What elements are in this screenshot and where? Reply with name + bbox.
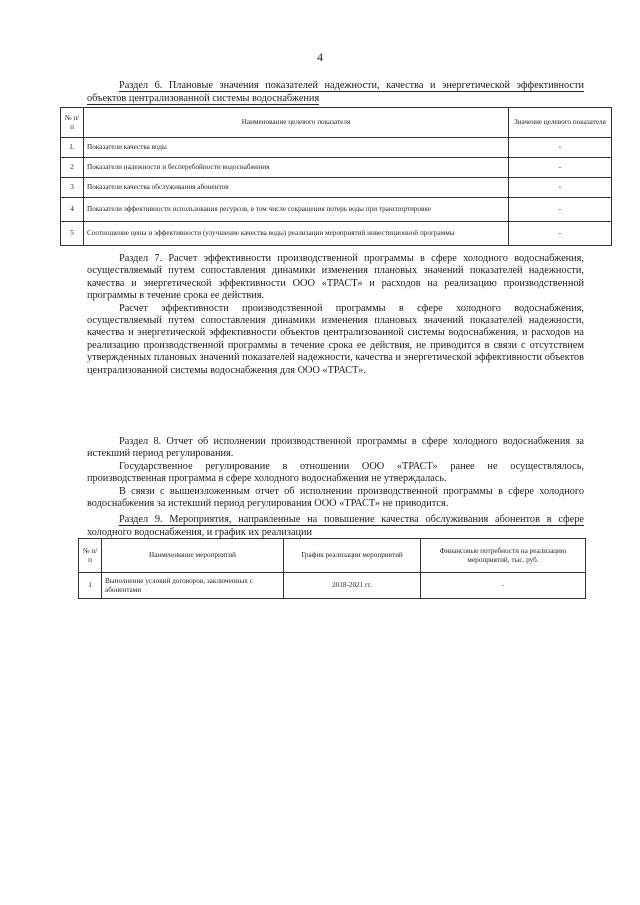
section8-paragraph-2: Государственное регулирование в отношении ООО «ТРАСТ» ранее не осуществлялось, производственная программа в сфере холодного водоснабжения не утверждалась. [87, 460, 584, 485]
row-finance: - [421, 573, 586, 599]
header-num: № п/п [61, 108, 84, 138]
table-row [79, 573, 586, 599]
header-schedule: График реализации мероприятий [284, 539, 421, 573]
section6-table [60, 107, 612, 246]
row-num: 2 [61, 158, 84, 178]
row-num: 3 [61, 178, 84, 198]
table-row [61, 222, 612, 246]
row-name: Соотношение цены и эффективности (улучшение качества воды) реализации мероприятий инвестиционной программы [84, 222, 509, 246]
table-row [61, 158, 612, 178]
row-schedule: 2018-2021 гг. [284, 573, 421, 599]
section7-text [87, 253, 584, 377]
table-header-row [61, 108, 612, 138]
row-name: Показатели качества обслуживания абонентов [84, 178, 509, 198]
row-name: Показатели надежности и бесперебойности водоснабжения [84, 158, 509, 178]
header-value: Значение целевого показателя [509, 108, 612, 138]
row-value: - [509, 158, 612, 178]
row-name: Показатели качества воды [84, 138, 509, 158]
row-value: - [509, 138, 612, 158]
header-name: Наименование целевого показателя [84, 108, 509, 138]
header-num: № п/п [79, 539, 102, 573]
section9-heading: Раздел 9. Мероприятия, направленные на повышение качества обслуживания абонентов в сфере холодного водоснабжения, и график их реализации [87, 514, 584, 538]
row-num: 5 [61, 222, 84, 246]
row-num: 1 [79, 573, 102, 599]
row-name: Выполнение условий договоров, заключенных с абонентами [102, 573, 284, 599]
table-header-row [79, 539, 586, 573]
section8-paragraph-1: Раздел 8. Отчет об исполнении производственной программы в сфере холодного водоснабжения за истекший период регулирования. [87, 436, 584, 460]
row-name: Показатели эффективности использования ресурсов, в том числе сокращения потерь воды при транспортировке [84, 198, 509, 222]
section9-table [78, 538, 586, 599]
row-num: 4 [61, 198, 84, 222]
table-row [61, 178, 612, 198]
row-num: 1. [61, 138, 84, 158]
section6-heading: Раздел 6. Плановые значения показателей надежности, качества и энергетической эффективности объектов централизованной системы водоснабжения [87, 80, 584, 104]
page-number: 4 [317, 50, 323, 64]
row-value: - [509, 178, 612, 198]
section7-paragraph-1: Раздел 7. Расчет эффективности производственной программы в сфере холодного водоснабжения, осуществляемый путем сопоставления динамики изменения плановых значений показателей надежности, качества и энергетической эффективности ООО «ТРАСТ» и расходов на реализацию производственной программы в течение срока ее действия. [87, 253, 584, 302]
table-row [61, 138, 612, 158]
section8-paragraph-3: В связи с вышеизложенным отчет об исполнении производственной программы в сфере холодного водоснабжения за истекший период регулирования ООО «ТРАСТ» не приводится. [87, 485, 584, 510]
header-finance: Финансовые потребности на реализацию мероприятий, тыс. руб. [421, 539, 586, 573]
row-value: - [509, 222, 612, 246]
section7-paragraph-2: Расчет эффективности производственной программы в сфере холодного водоснабжения, осуществляемый путем сопоставления динамики изменения плановых значений показателей надежности, качества и энергетической эффективности объектов централизованной системы водоснабжения, и расходов на реализацию производственной программы в течение срока ее действия, не приводится в связи с отсутствием утвержденных плановых значений показателей надежности, качества и энергетической эффективности объектов централизованной системы водоснабжения для ООО «ТРАСТ». [87, 302, 584, 376]
section8-text [87, 436, 584, 510]
row-value: - [509, 198, 612, 222]
table-row [61, 198, 612, 222]
header-name: Наименование мероприятий [102, 539, 284, 573]
